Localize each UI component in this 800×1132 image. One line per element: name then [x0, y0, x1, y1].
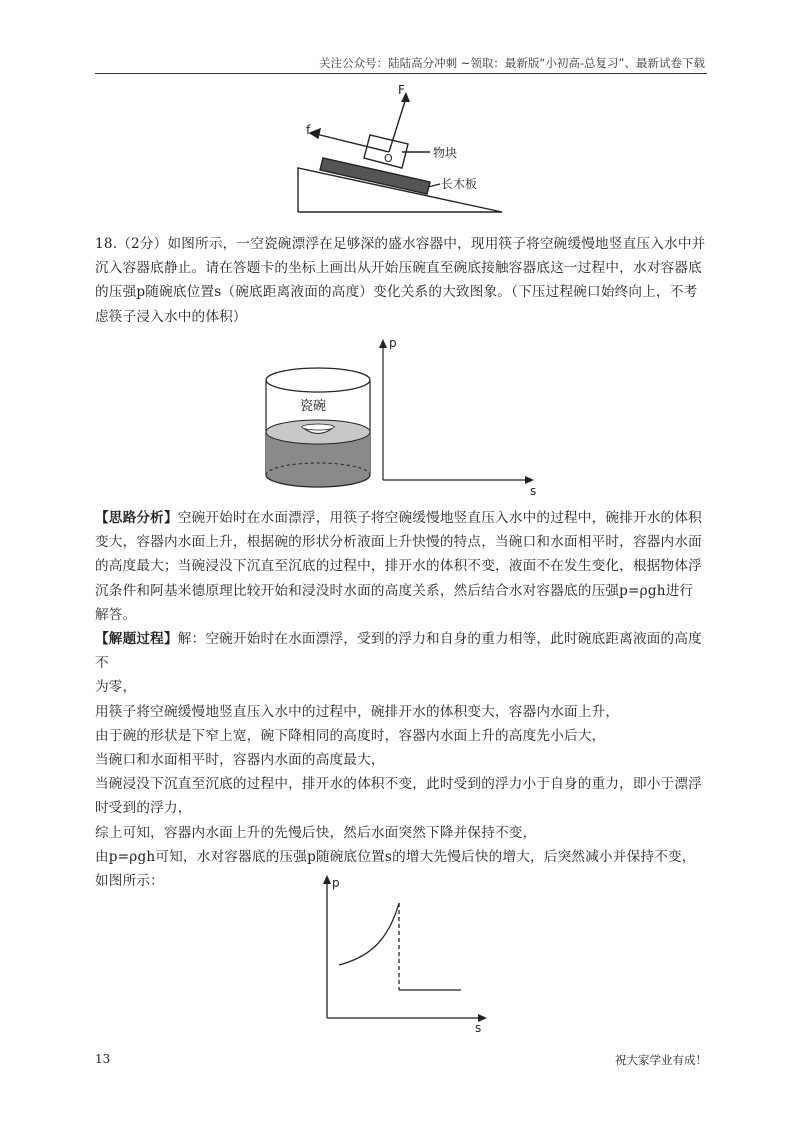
analysis-line: 空碗开始时在水面漂浮，用筷子将空碗缓慢地竖直压入水中的过程中，碗排开水的体积	[177, 510, 702, 526]
y-axis-label: p	[389, 336, 397, 350]
board-label: 长木板	[441, 177, 478, 191]
solution-line: 综上可知，容器内水面上升的先慢后快，然后水面突然下降并保持不变，	[95, 824, 537, 841]
analysis-line: 变大，容器内水面上升，根据碗的形状分析液面上升快慢的特点，当碗口和水面相平时，容器内水面	[95, 534, 702, 551]
solution-line: 当碗口和水面相平时，容器内水面的高度最大，	[95, 752, 385, 769]
answer-graph	[315, 870, 495, 1035]
analysis-section	[95, 506, 707, 627]
bowl-label: 瓷碗	[300, 399, 327, 414]
analysis-tag: 【思路分析】	[95, 510, 178, 526]
solution-line: 时受到的浮力，	[95, 800, 192, 817]
page-header: 关注公众号：陆陆高分冲刺 ~领取：最新版“小初高-总复习”、最新试卷下载	[319, 56, 705, 70]
question-line: 18.（2分）如图所示，一空瓷碗漂浮在足够深的盛水容器中，现用筷子将空碗缓慢地竖直压入水中并	[95, 236, 706, 252]
question-line: 虑筷子浸入水中的体积）	[95, 308, 247, 325]
pressure-curve	[339, 903, 399, 965]
bowl-container-figure	[258, 335, 548, 500]
question-line: 的压强p随碗底位置s（碗底距离液面的高度）变化关系的大致图象。（下压过程碗口始终向上，不考	[95, 284, 698, 301]
solution-tag: 【解题过程】	[95, 631, 178, 647]
question-line: 沉入容器底静止。请在答题卡的坐标上画出从开始压碗直至碗底接触容器底这一过程中，水对容器底	[95, 260, 702, 277]
incline-figure	[290, 80, 520, 220]
page-number: 13	[95, 1052, 111, 1066]
header-divider	[95, 73, 707, 74]
analysis-line: 沉条件和阿基米德原理比较开始和浸没时水面的高度关系，然后结合水对容器底的压强p=ρgh进行	[95, 582, 694, 599]
solution-line: 由p=ρgh可知，水对容器底的压强p随碗底位置s的增大先慢后快的增大，后突然减小并保持不变，	[95, 848, 696, 865]
force-label: F	[398, 83, 405, 97]
solution-line: 为零，	[95, 679, 137, 696]
footer-slogan: 祝大家学业有成！	[615, 1053, 707, 1067]
solution-line: 由于碗的形状是下窄上宽，碗下降相同的高度时，容器内水面上升的高度先小后大，	[95, 727, 606, 744]
solution-line: 解：空碗开始时在水面漂浮，受到的浮力和自身的重力相等，此时碗底距离液面的高度不	[95, 631, 702, 672]
question-18	[95, 232, 707, 329]
analysis-line: 解答。	[95, 606, 137, 623]
graph-x-label: s	[475, 1021, 482, 1035]
x-axis-label: s	[530, 484, 537, 498]
x-axis-arrow	[525, 476, 534, 484]
graph-y-arrow	[323, 875, 331, 884]
friction-label: f	[306, 123, 311, 137]
graph-y-label: p	[332, 876, 340, 890]
analysis-line: 的高度最大；当碗浸没下沉直至沉底的过程中，排开水的体积不变，液面不在发生变化，根据物体浮	[95, 558, 702, 575]
y-axis-arrow	[379, 339, 387, 348]
solution-line: 用筷子将空碗缓慢地竖直压入水中的过程中，碗排开水的体积变大，容器内水面上升，	[95, 703, 620, 720]
center-label: O	[384, 152, 393, 165]
solution-section	[95, 627, 707, 893]
container-top-rim	[266, 368, 370, 392]
block-label: 物块	[433, 146, 458, 160]
solution-line: 当碗浸没下沉直至沉底的过程中，排开水的体积不变，此时受到的浮力小于自身的重力，即小于漂浮	[95, 776, 702, 793]
solution-line: 如图所示：	[95, 873, 164, 890]
